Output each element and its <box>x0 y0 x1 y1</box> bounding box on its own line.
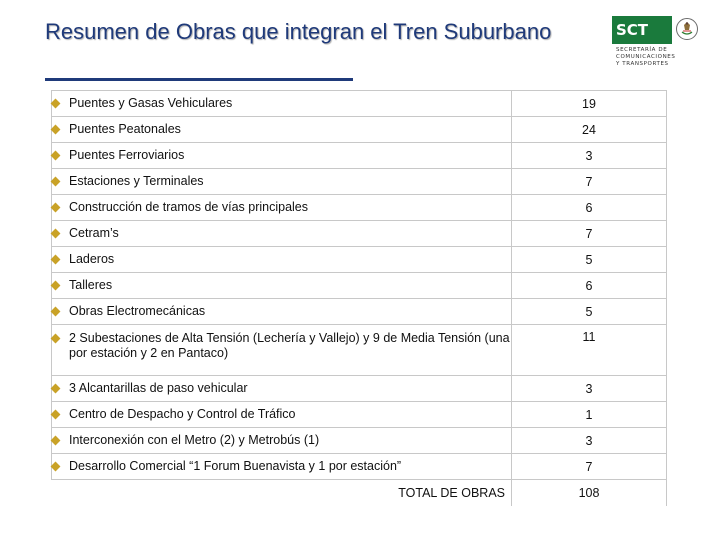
work-count: 24 <box>512 117 667 143</box>
work-label-wrap <box>52 252 511 267</box>
page-title: Resumen de Obras que integran el Tren Suburbano <box>45 19 552 44</box>
work-label: Obras Electromecánicas <box>69 304 206 318</box>
table-row <box>52 325 667 376</box>
work-label: Desarrollo Comercial “1 Forum Buenavista y 1 por estación” <box>69 459 402 473</box>
work-label-cell <box>52 221 512 247</box>
work-count: 5 <box>512 299 667 325</box>
work-label-wrap <box>52 148 511 163</box>
table-row <box>52 273 667 299</box>
table-row <box>52 299 667 325</box>
diamond-bullet-icon <box>51 410 61 420</box>
logo-line: SECRETARÍA DE <box>616 47 668 53</box>
total-row <box>52 480 667 507</box>
work-label: Centro de Despacho y Control de Tráfico <box>69 407 296 421</box>
table-row <box>52 143 667 169</box>
work-count: 7 <box>512 169 667 195</box>
diamond-bullet-icon <box>51 177 61 187</box>
work-label-wrap <box>52 200 511 215</box>
work-label: Puentes Peatonales <box>69 122 181 136</box>
diamond-bullet-icon <box>51 125 61 135</box>
table-row <box>52 169 667 195</box>
work-label-cell <box>52 91 512 117</box>
work-label: Puentes Ferroviarios <box>69 148 185 162</box>
work-label-wrap <box>52 459 511 474</box>
work-label-cell <box>52 117 512 143</box>
work-label-wrap <box>52 331 511 361</box>
work-count: 19 <box>512 91 667 117</box>
work-label: 2 Subestaciones de Alta Tensión (Lechería y Vallejo) y 9 de Media Tensión (una por estación y 2 en Pantaco) <box>69 331 510 360</box>
work-label-wrap <box>52 304 511 319</box>
work-label-wrap <box>52 122 511 137</box>
total-value: 108 <box>512 480 667 507</box>
diamond-bullet-icon <box>51 229 61 239</box>
work-label: Interconexión con el Metro (2) y Metrobús (1) <box>69 433 320 447</box>
work-label: Cetram’s <box>69 226 119 240</box>
table-row <box>52 195 667 221</box>
diamond-bullet-icon <box>51 255 61 265</box>
logo-line: Y TRANSPORTES <box>616 61 669 67</box>
sct-logo-text <box>616 47 700 68</box>
work-label-cell <box>52 273 512 299</box>
work-label-cell <box>52 402 512 428</box>
diamond-bullet-icon <box>51 281 61 291</box>
work-label: Talleres <box>69 278 113 292</box>
work-label-cell <box>52 428 512 454</box>
work-label: Estaciones y Terminales <box>69 174 204 188</box>
table-row <box>52 247 667 273</box>
table-row <box>52 454 667 480</box>
diamond-bullet-icon <box>51 462 61 472</box>
work-label: Laderos <box>69 252 115 266</box>
work-count: 5 <box>512 247 667 273</box>
works-table <box>51 90 667 506</box>
work-label-wrap <box>52 407 511 422</box>
diamond-bullet-icon <box>51 99 61 109</box>
mexico-coat-of-arms-icon <box>675 17 699 41</box>
work-label: Puentes y Gasas Vehiculares <box>69 96 233 110</box>
work-count: 1 <box>512 402 667 428</box>
table-row <box>52 117 667 143</box>
work-count: 7 <box>512 454 667 480</box>
work-label-cell <box>52 299 512 325</box>
table-row <box>52 91 667 117</box>
table-row <box>52 376 667 402</box>
table-row <box>52 428 667 454</box>
work-label-wrap <box>52 96 511 111</box>
work-count: 3 <box>512 143 667 169</box>
work-label-cell <box>52 195 512 221</box>
work-count: 3 <box>512 428 667 454</box>
work-label-cell <box>52 247 512 273</box>
work-count: 7 <box>512 221 667 247</box>
work-count: 11 <box>512 325 667 376</box>
title-underline <box>45 78 353 81</box>
work-label-wrap <box>52 278 511 293</box>
work-label-cell <box>52 376 512 402</box>
table-row <box>52 221 667 247</box>
work-count: 3 <box>512 376 667 402</box>
work-label: Construcción de tramos de vías principales <box>69 200 309 214</box>
work-label-wrap <box>52 433 511 448</box>
sct-logo-box: SCT <box>612 16 672 44</box>
work-count: 6 <box>512 195 667 221</box>
diamond-bullet-icon <box>51 436 61 446</box>
work-label-cell <box>52 143 512 169</box>
work-label-wrap <box>52 174 511 189</box>
sct-logo <box>612 16 700 72</box>
work-count: 6 <box>512 273 667 299</box>
work-label-cell <box>52 169 512 195</box>
diamond-bullet-icon <box>51 307 61 317</box>
total-label: TOTAL DE OBRAS <box>52 480 512 507</box>
table-row <box>52 402 667 428</box>
work-label: 3 Alcantarillas de paso vehicular <box>69 381 248 395</box>
work-label-cell <box>52 454 512 480</box>
diamond-bullet-icon <box>51 384 61 394</box>
work-label-cell <box>52 325 512 376</box>
diamond-bullet-icon <box>51 334 61 344</box>
diamond-bullet-icon <box>51 151 61 161</box>
work-label-wrap <box>52 381 511 396</box>
work-label-wrap <box>52 226 511 241</box>
diamond-bullet-icon <box>51 203 61 213</box>
logo-line: COMUNICACIONES <box>616 54 676 60</box>
